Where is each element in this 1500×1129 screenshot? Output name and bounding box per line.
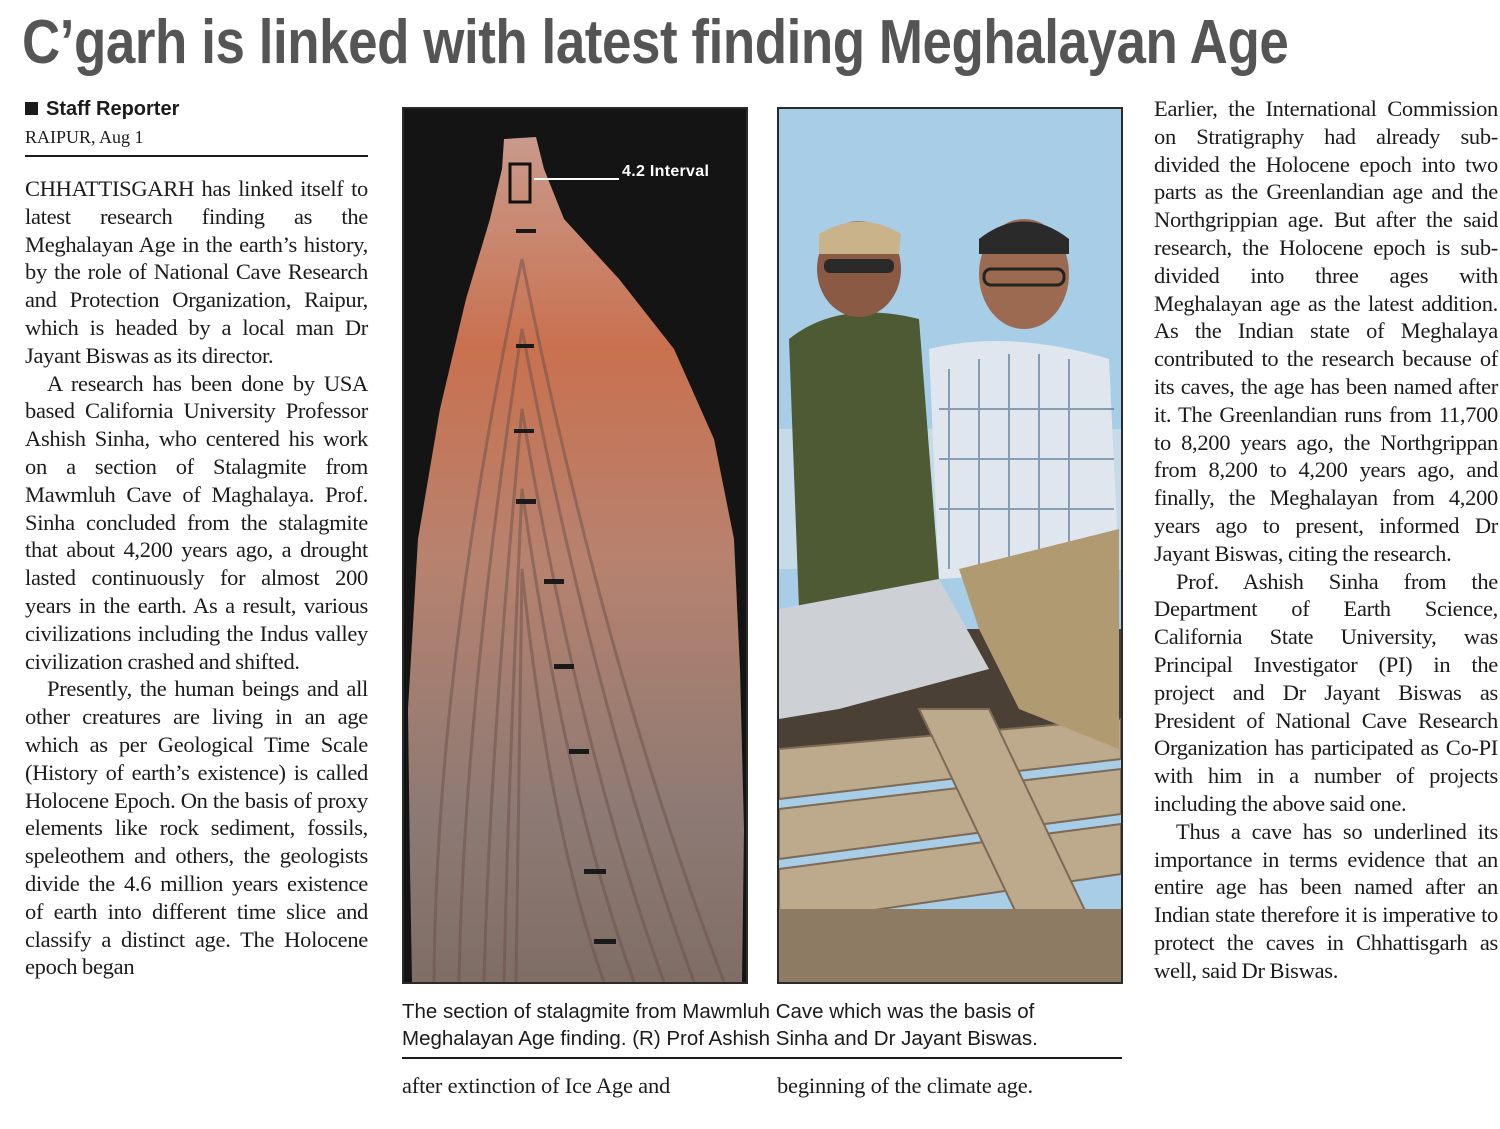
- stalagmite-photo: [402, 107, 748, 984]
- article-column-4: [1154, 95, 1498, 985]
- paragraph: Prof. Ashish Sinha from the Department of Earth Science, California State University, was Principal Investigator (PI) in the project and Dr Jayant Biswas as President of National Cave Research Organization has participated as Co-PI with him in a number of projects including the above said one.: [1154, 568, 1498, 816]
- continuation-text-left: after extinction of Ice Age and: [402, 1073, 671, 1098]
- byline-divider: [25, 155, 368, 157]
- caption-line: The section of stalagmite from Mawmluh Cave which was the basis of: [402, 1000, 1035, 1023]
- photo-caption: [402, 998, 1122, 1052]
- byline-text: Staff Reporter: [46, 98, 180, 120]
- dateline: RAIPUR, Aug 1: [25, 127, 144, 147]
- paragraph: Presently, the human beings and all other creatures are living in an age which as per Geological Time Scale (History of earth’s existence) is called Holocene Epoch. On the basis of proxy elements like rock sediment, fossils, speleothem and others, the geologists divide the 4.6 million years existence of earth into different time slice and classify a distinct age. The Holocene epoch began: [25, 676, 368, 980]
- paragraph: Earlier, the International Commission on Stratigraphy had already sub-divided the Holocene epoch into two parts as the Greenlandian age and the Northgrippian age. But after the said research, the Holocene epoch is sub-divided into three ages with Meghalayan age as the latest addition. As the Indian state of Meghalaya contributed to the research because of its caves, the age has been named after it. The Greenlandian runs from 11,700 to 8,200 years ago, the Northgrippan from 8,200 to 4,200 years ago, and finally, the Meghalayan from 4,200 years ago to present, informed Dr Jayant Biswas, citing the research.: [1154, 96, 1498, 566]
- caption-line: Meghalayan Age finding. (R) Prof Ashish Sinha and Dr Jayant Biswas.: [402, 1027, 1038, 1050]
- continuation-text-right: beginning of the climate age.: [777, 1073, 1033, 1098]
- paragraph: Thus a cave has so underlined its importance in terms evidence that an entire age has been named after an Indian state therefore it is imperative to protect the caves in Chhattisgarh as well, said Dr Biswas.: [1154, 818, 1498, 983]
- paragraph: CHHATTISGARH has linked itself to latest research finding as the Meghalayan Age in the earth’s history, by the role of National Cave Research and Protection Organization, Raipur, which is headed by a local man Dr Jayant Biswas as its director.: [25, 176, 368, 368]
- headline: C’garh is linked with latest finding Meghalayan Age: [22, 8, 1289, 77]
- byline: [25, 96, 367, 122]
- article-column-1: [25, 175, 368, 981]
- caption-divider: [402, 1057, 1122, 1059]
- portrait-photo: [777, 107, 1123, 984]
- byline-square-icon: [25, 102, 38, 115]
- paragraph: A research has been done by USA based California University Professor Ashish Sinha, who centered his work on a section of Stalagmite from Mawmluh Cave of Maghalaya. Prof. Sinha concluded from the stalagmite that about 4,200 years ago, a drought lasted continuously for almost 200 years in the earth. As a result, various civilizations including the Indus valley civilization crashed and shifted.: [25, 370, 368, 674]
- interval-label: 4.2 Interval: [622, 163, 710, 180]
